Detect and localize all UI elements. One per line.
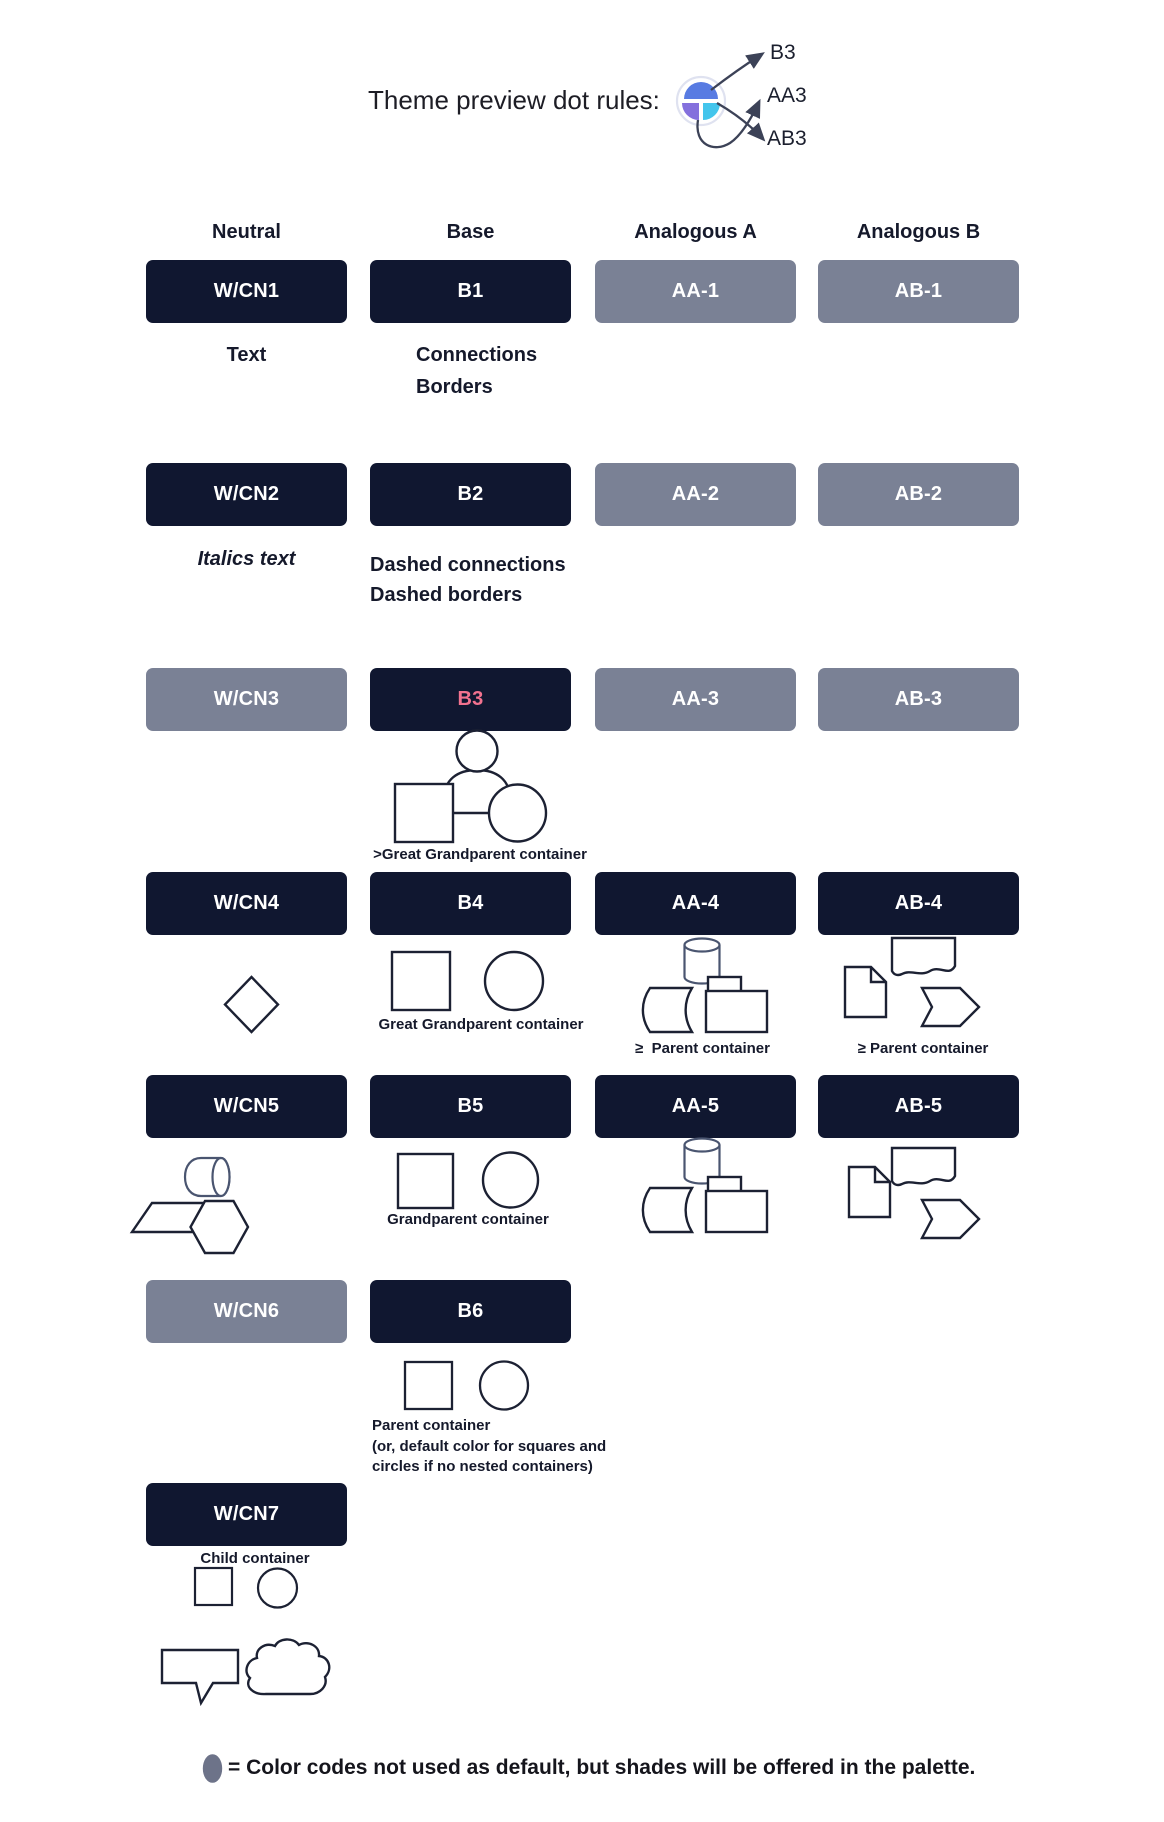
horizontal-cylinder-icon xyxy=(185,1158,230,1196)
circle-icon xyxy=(258,1569,297,1608)
torn-paper-icon xyxy=(892,938,955,975)
chip-wcn1: W/CN1 xyxy=(146,260,347,323)
circle-icon xyxy=(485,952,543,1010)
wcn2-caption: Italics text xyxy=(197,548,296,570)
torn-paper-icon xyxy=(892,1148,955,1185)
b2-caption-line-1: Dashed connections xyxy=(370,554,566,576)
chip-wcn2: W/CN2 xyxy=(146,463,347,526)
person-icon xyxy=(444,770,510,813)
b1-caption-line-1: Connections xyxy=(416,344,538,366)
cloud-icon xyxy=(246,1639,329,1694)
column-header-base: Base xyxy=(446,221,495,243)
dot-target-b3: B3 xyxy=(770,41,796,64)
wcn7-shape-group xyxy=(195,1568,297,1608)
aa4-shape-group xyxy=(643,939,767,1033)
circle-icon xyxy=(483,1153,538,1208)
chip-b5: B5 xyxy=(370,1075,571,1138)
dot-base-segment xyxy=(684,82,718,99)
aa4-shapes-caption: ≥ Parent container xyxy=(635,1040,770,1057)
chip-wcn3: W/CN3 xyxy=(146,668,347,731)
chip-ab1: AB-1 xyxy=(818,260,1019,323)
wcn4-shape-group xyxy=(225,977,278,1032)
square-icon xyxy=(195,1568,232,1605)
wcn5-shape-group xyxy=(132,1158,248,1253)
cylinder-icon xyxy=(685,1139,720,1184)
chip-b4: B4 xyxy=(370,872,571,935)
chip-aa3: AA-3 xyxy=(595,668,796,731)
diamond-icon xyxy=(225,977,278,1032)
chip-ab5: AB-5 xyxy=(818,1075,1019,1138)
b6-caption-line-3: circles if no nested containers) xyxy=(372,1458,593,1475)
chip-aa5: AA-5 xyxy=(595,1075,796,1138)
chip-aa1: AA-1 xyxy=(595,260,796,323)
speech-bubble-icon xyxy=(162,1650,238,1703)
wcn1-caption: Text xyxy=(226,344,267,366)
cylinder-icon xyxy=(685,939,720,984)
ab4-shape-group xyxy=(845,938,979,1026)
b2-caption-line-2: Dashed borders xyxy=(370,584,523,606)
chip-aa4: AA-4 xyxy=(595,872,796,935)
stored-data-icon xyxy=(643,988,692,1032)
dot-target-aa3: AA3 xyxy=(767,84,807,107)
square-icon xyxy=(395,784,453,842)
b5-shapes-caption: Grandparent container xyxy=(387,1211,549,1228)
b4-shapes-caption: Great Grandparent container xyxy=(378,1016,584,1033)
legend-text: = Color codes not used as default, but shades will be offered in the palette. xyxy=(228,1756,976,1779)
stored-data-icon xyxy=(643,1188,692,1232)
chip-b6: B6 xyxy=(370,1280,571,1343)
parallelogram-icon xyxy=(132,1203,212,1232)
chip-aa2: AA-2 xyxy=(595,463,796,526)
chip-b2: B2 xyxy=(370,463,571,526)
column-header-analogous-b: Analogous B xyxy=(856,221,981,243)
square-icon xyxy=(392,952,450,1010)
chip-b3: B3 xyxy=(370,668,571,731)
b3-shapes-caption: >Great Grandparent container xyxy=(373,846,587,863)
circle-icon xyxy=(480,1362,528,1410)
dot-rule-arrows xyxy=(697,54,763,147)
square-icon xyxy=(398,1154,453,1208)
column-header-neutral: Neutral xyxy=(212,221,281,243)
person-head-icon xyxy=(457,731,498,772)
arrow-to-aa3-icon xyxy=(697,102,759,147)
b6-caption-line-1: Parent container xyxy=(372,1417,491,1434)
arrow-to-ab3-icon xyxy=(717,103,763,139)
dot-target-ab3: AB3 xyxy=(767,127,807,150)
page-title: Theme preview dot rules: xyxy=(368,85,660,115)
chip-ab4: AB-4 xyxy=(818,872,1019,935)
b6-caption-line-2: (or, default color for squares and xyxy=(372,1438,607,1455)
theme-preview-dot-icon xyxy=(677,77,725,125)
chip-ab2: AB-2 xyxy=(818,463,1019,526)
chip-b1: B1 xyxy=(370,260,571,323)
hexagon-icon xyxy=(191,1201,249,1253)
chip-ab3: AB-3 xyxy=(818,668,1019,731)
document-icon xyxy=(849,1167,890,1217)
document-icon xyxy=(845,967,886,1017)
b3-shape-group xyxy=(395,731,546,843)
folder-icon xyxy=(706,1177,767,1232)
aa5-shape-group xyxy=(643,1139,767,1233)
chip-wcn4: W/CN4 xyxy=(146,872,347,935)
folder-icon xyxy=(706,977,767,1032)
chip-wcn6: W/CN6 xyxy=(146,1280,347,1343)
chip-wcn5: W/CN5 xyxy=(146,1075,347,1138)
wcn7-caption: Child container xyxy=(200,1550,310,1567)
chevron-icon xyxy=(922,988,979,1026)
dot-analogous-b-segment xyxy=(703,103,720,120)
b1-caption-line-2: Borders xyxy=(416,376,493,398)
square-icon xyxy=(405,1362,452,1409)
b5-shape-group xyxy=(398,1153,538,1209)
ab5-shape-group xyxy=(849,1148,979,1238)
misc-shape-group xyxy=(162,1639,329,1703)
b4-shape-group xyxy=(392,952,543,1010)
ab4-shapes-caption: ≥ Parent container xyxy=(857,1040,989,1057)
dot-analogous-a-segment xyxy=(682,103,699,120)
arrow-to-b3-icon xyxy=(711,54,762,90)
circle-icon xyxy=(489,785,546,842)
legend-dot-icon xyxy=(203,1754,222,1783)
b6-shape-group xyxy=(405,1362,528,1410)
chip-wcn7: W/CN7 xyxy=(146,1483,347,1546)
column-header-analogous-a: Analogous A xyxy=(634,221,757,243)
chevron-icon xyxy=(922,1200,979,1238)
